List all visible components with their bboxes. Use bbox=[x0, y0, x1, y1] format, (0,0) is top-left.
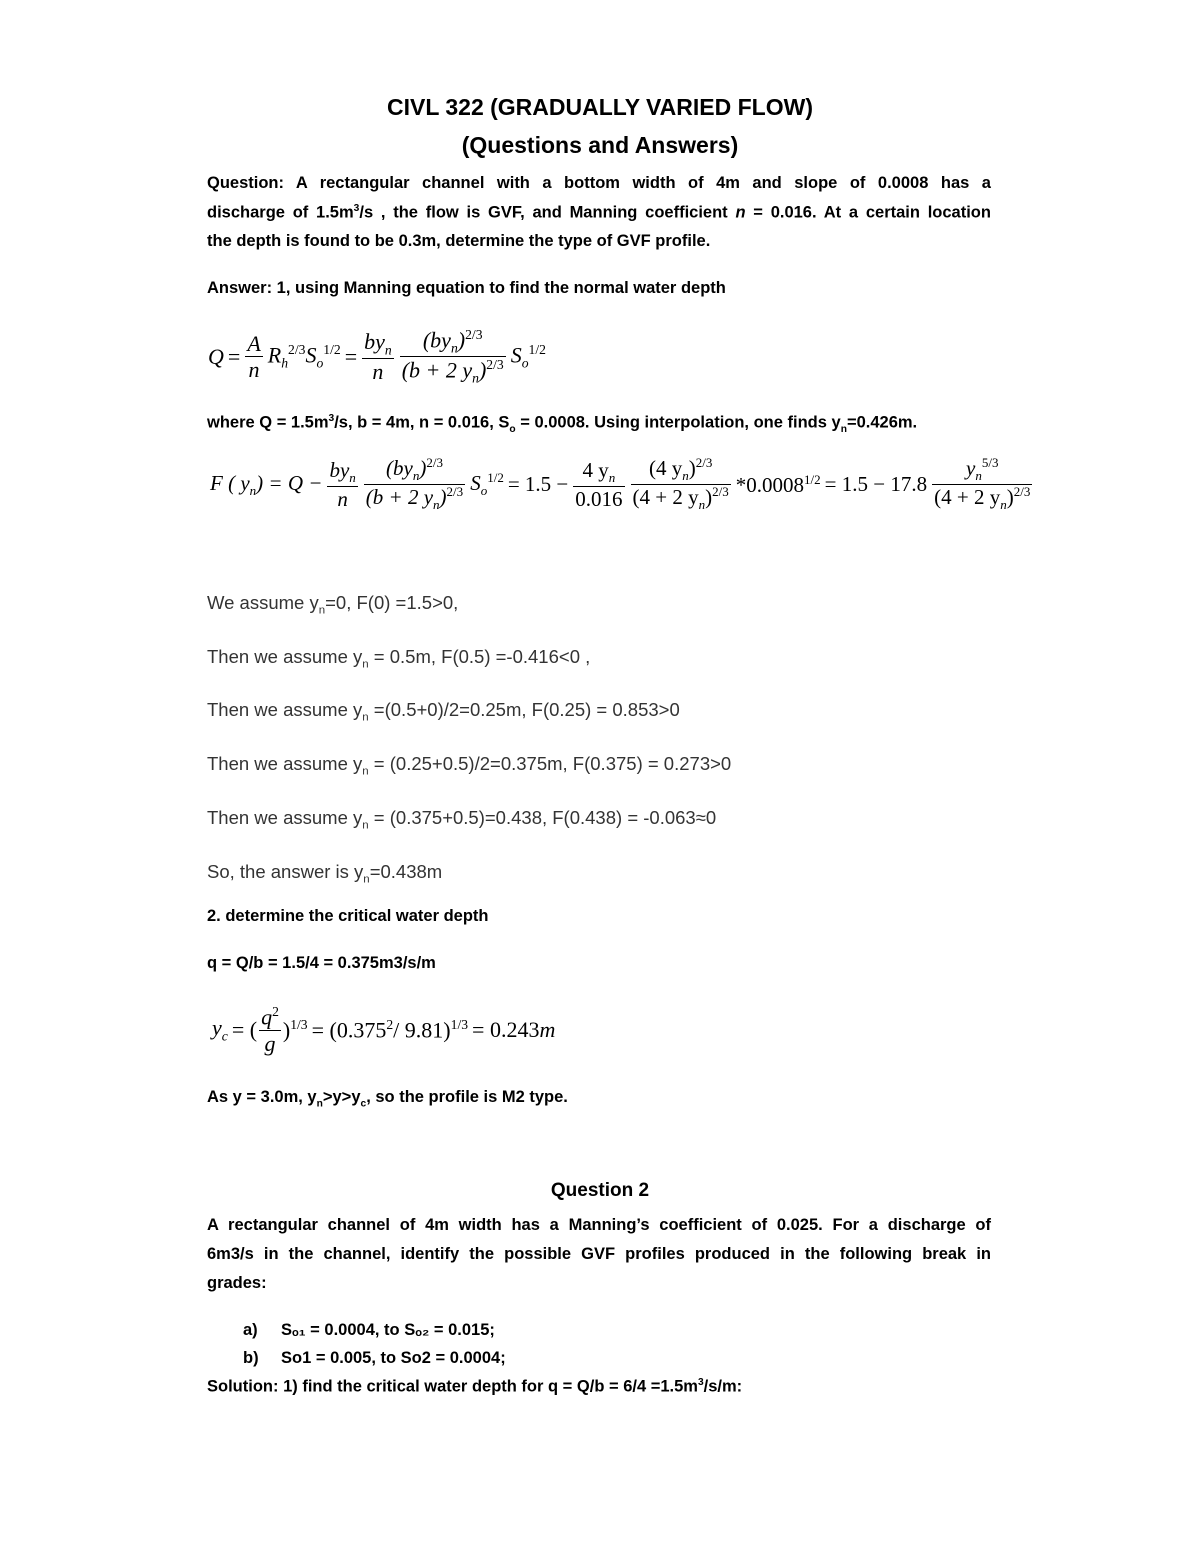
answer-heading: Answer: 1, using Manning equation to find the normal water depth bbox=[207, 279, 726, 297]
eq2-frac2-den-close: ) bbox=[439, 485, 447, 510]
q2-item-b-text: So1 = 0.005, to So2 = 0.0004; bbox=[281, 1349, 506, 1367]
eq2-frac3 bbox=[573, 458, 624, 511]
eq1-q: Q bbox=[208, 343, 224, 369]
eq1-frac2-num-sub: n bbox=[384, 342, 392, 358]
eq2-frac2-num-sup: 2/3 bbox=[426, 455, 443, 470]
eq1-frac-num: A bbox=[247, 331, 261, 357]
eq1-frac3-den-close: ) bbox=[478, 357, 487, 383]
assumption-5-post: = (0.375+0.5)=0.438, F(0.438) = -0.063≈0 bbox=[368, 807, 717, 828]
eq2-frac2-den-text: (b + 2 y bbox=[365, 485, 434, 510]
eq2-frac3-num-text: 4 y bbox=[582, 458, 609, 482]
q2-solution-post: /s/m: bbox=[703, 1377, 743, 1396]
eq1-frac-hydraulic bbox=[400, 327, 506, 387]
eq2-frac4-num-sub: n bbox=[682, 468, 689, 484]
eq2-frac1-num-text: by bbox=[329, 458, 350, 482]
q1-text-2-n: n bbox=[735, 203, 746, 222]
assumption-line-3 bbox=[207, 699, 680, 724]
eq3-y-sub: c bbox=[221, 1028, 228, 1044]
eq1-s-sub: o bbox=[316, 355, 324, 371]
conclusion-line bbox=[207, 1088, 568, 1109]
eq1-s-term bbox=[509, 342, 548, 372]
eq1-frac3-den-sub: n bbox=[472, 371, 479, 387]
conclusion-sub-n: n bbox=[316, 1098, 323, 1110]
q2-solution-line bbox=[207, 1377, 742, 1397]
eq2-frac5-den bbox=[932, 485, 1032, 513]
eq3-rhs-sup: 2 bbox=[386, 1016, 394, 1032]
eq2-frac2-den-sub: n bbox=[433, 497, 440, 513]
assumption-1-sub: n bbox=[318, 604, 326, 617]
step2-heading: 2. determine the critical water depth bbox=[207, 907, 489, 925]
eq2-frac5-den-sub: n bbox=[1000, 497, 1007, 513]
assumption-6-sub: n bbox=[363, 873, 370, 886]
conclusion-mid: >y>y bbox=[322, 1088, 361, 1106]
eq3-close-sup: 1/3 bbox=[290, 1016, 308, 1032]
eq2-frac1 bbox=[327, 458, 357, 511]
eq2-frac4-num bbox=[631, 456, 731, 485]
eq1-s: S bbox=[305, 342, 317, 368]
eq1-frac3-den bbox=[400, 357, 506, 386]
eq2-frac4-den-text: (4 + 2 y bbox=[632, 485, 699, 510]
eq2-frac5-num-sup: 5/3 bbox=[981, 455, 999, 470]
eq1-frac-byn-over-n bbox=[362, 329, 394, 384]
eq2-tail-sup: 1/2 bbox=[804, 471, 821, 487]
eq2-frac2 bbox=[364, 456, 465, 513]
eq2-frac4-den bbox=[631, 485, 731, 513]
q-per-width-line: q = Q/b = 1.5/4 = 0.375m3/s/m bbox=[207, 954, 436, 972]
q2-item-a bbox=[243, 1321, 495, 1340]
conclusion-sub-c: c bbox=[360, 1098, 367, 1110]
assumption-result bbox=[207, 861, 442, 886]
eq2-frac5-num bbox=[932, 456, 1032, 485]
q2-line-2: 6m3/s in the channel, identify the possible GVF profiles produced in the following break in bbox=[207, 1245, 991, 1263]
assumption-5-pre: Then we assume y bbox=[207, 807, 363, 828]
eq1-equals-2: = bbox=[344, 343, 358, 369]
q1-text-2c: = 0.016. At a certain location bbox=[753, 203, 991, 222]
eq2-s-term bbox=[468, 470, 506, 499]
conclusion-post: , so the profile is M2 type. bbox=[366, 1088, 568, 1106]
assumption-4-post: = (0.25+0.5)/2=0.375m, F(0.375) = 0.273>0 bbox=[368, 753, 732, 774]
assumption-6-pre: So, the answer is y bbox=[207, 861, 364, 882]
q2-item-a-text: Sₒ₁ = 0.0004, to Sₒ₂ = 0.015; bbox=[281, 1321, 495, 1339]
eq2-frac4-den-close: ) bbox=[705, 485, 713, 510]
eq2-lhs bbox=[208, 471, 324, 499]
eq3-frac-num-text: q bbox=[261, 1004, 273, 1030]
eq2-frac3-num-sub: n bbox=[608, 470, 616, 486]
assumption-line-5 bbox=[207, 807, 716, 832]
eq1-frac2-num-text: by bbox=[364, 329, 385, 355]
assumption-line-4 bbox=[207, 753, 731, 778]
where-mid: /s, b = 4m, n = 0.016, S bbox=[334, 413, 510, 432]
q1-text-2a: discharge of 1.5m bbox=[207, 203, 354, 222]
q1-text-2b: /s , the flow is GVF, and Manning coefficient bbox=[359, 203, 728, 222]
eq1-s2-sup: 1/2 bbox=[528, 342, 546, 358]
where-end: =0.426m. bbox=[846, 413, 918, 432]
eq2-lhs-text: F ( y bbox=[210, 470, 250, 495]
eq2-frac4-num-close: ) bbox=[688, 456, 696, 480]
eq1-frac3-num-sup: 2/3 bbox=[465, 327, 483, 342]
eq3-rhs-text: = (0.375 bbox=[311, 1017, 387, 1043]
eq2-s: S bbox=[470, 471, 481, 496]
eq2-frac5-num-text: y bbox=[965, 456, 976, 480]
assumption-6-post: =0.438m bbox=[369, 861, 443, 882]
eq2-tail bbox=[734, 472, 823, 498]
eq3-frac bbox=[259, 1004, 281, 1056]
eq1-s2-sub: o bbox=[521, 355, 529, 371]
q1-text-2-sup: 3 bbox=[353, 203, 360, 214]
assumption-1-post: =0, F(0) =1.5>0, bbox=[325, 592, 459, 613]
eq1-frac3-num-sub: n bbox=[450, 340, 458, 356]
q2-line-1: A rectangular channel of 4m width has a Manning’s coefficient of 0.025. For a discharge of bbox=[207, 1216, 991, 1234]
assumption-2-post: = 0.5m, F(0.5) =-0.416<0 , bbox=[368, 646, 591, 667]
eq2-frac2-num-close: ) bbox=[419, 456, 427, 480]
assumption-5-sub: n bbox=[362, 819, 369, 832]
manning-equation bbox=[206, 327, 548, 387]
eq2-frac5-den-close: ) bbox=[1006, 485, 1014, 510]
eq3-frac-num-sup: 2 bbox=[272, 1004, 279, 1019]
q2-item-b bbox=[243, 1349, 506, 1368]
eq2-frac2-num-text: (by bbox=[385, 456, 413, 480]
q1-line-2 bbox=[207, 203, 991, 223]
where-pre: where Q = 1.5m bbox=[207, 413, 329, 432]
eq1-r-term bbox=[266, 342, 343, 372]
eq2-frac5-den-text: (4 + 2 y bbox=[934, 485, 1001, 510]
where-sub-n: n bbox=[840, 423, 847, 435]
eq2-lhs-sub: n bbox=[249, 482, 257, 498]
eq3-lhs bbox=[210, 1015, 230, 1044]
eq1-frac-den: n bbox=[248, 357, 260, 383]
eq1-r: R bbox=[267, 342, 282, 368]
eq2-s-sup: 1/2 bbox=[487, 470, 504, 486]
eq1-r-sub: h bbox=[281, 355, 289, 371]
eq1-frac3-num-close: ) bbox=[457, 327, 466, 353]
page-subtitle: (Questions and Answers) bbox=[461, 132, 739, 158]
q1-line-1 bbox=[207, 174, 991, 193]
residual-function-equation bbox=[208, 456, 1035, 513]
q2-line-3: grades: bbox=[207, 1274, 267, 1292]
critical-depth-equation bbox=[210, 1004, 557, 1056]
eq2-eq-b: = 1.5 − 17.8 bbox=[824, 472, 928, 497]
eq3-unit: m bbox=[539, 1016, 556, 1042]
assumption-3-post: =(0.5+0)/2=0.25m, F(0.25) = 0.853>0 bbox=[368, 699, 680, 720]
assumption-2-pre: Then we assume y bbox=[207, 646, 363, 667]
assumption-line-1 bbox=[207, 592, 458, 617]
eq2-eq-a: = 1.5 − bbox=[507, 472, 569, 497]
eq2-frac5 bbox=[932, 456, 1032, 513]
eq2-frac2-den-sup: 2/3 bbox=[446, 484, 464, 500]
eq2-frac5-num-sub: n bbox=[975, 468, 982, 484]
where-sup: 3 bbox=[328, 413, 335, 424]
eq2-frac4-num-sup: 2/3 bbox=[695, 455, 713, 470]
assumption-3-sub: n bbox=[362, 711, 369, 724]
eq3-y: y bbox=[212, 1015, 222, 1041]
assumption-4-sub: n bbox=[362, 765, 369, 778]
eq2-frac1-den: n bbox=[337, 487, 348, 512]
where-sub-o: o bbox=[509, 423, 516, 435]
eq2-frac4-den-sub: n bbox=[698, 497, 706, 513]
eq2-lhs-close: ) = Q − bbox=[256, 470, 323, 495]
eq1-equals: = bbox=[227, 343, 241, 369]
eq3-frac-num bbox=[259, 1004, 281, 1031]
eq1-s-sup: 1/2 bbox=[323, 342, 341, 358]
eq2-frac4 bbox=[631, 456, 731, 513]
eq2-frac3-den: 0.016 bbox=[575, 487, 623, 512]
eq1-frac3-num bbox=[400, 327, 506, 357]
eq2-frac1-num bbox=[327, 458, 357, 487]
q2-item-a-label: a) bbox=[243, 1321, 258, 1339]
assumption-1-pre: We assume y bbox=[207, 592, 319, 613]
eq3-result-text: = 0.243 bbox=[472, 1016, 540, 1042]
eq1-frac3-num-text: (by bbox=[422, 327, 451, 353]
where-post: = 0.0008. Using interpolation, one finds y bbox=[520, 413, 841, 432]
eq3-rhs2: / 9.81) bbox=[393, 1017, 451, 1043]
eq1-frac-a-over-n bbox=[245, 331, 262, 383]
assumption-2-sub: n bbox=[362, 658, 369, 671]
eq2-frac2-num bbox=[364, 456, 465, 485]
eq2-tail-text: *0.0008 bbox=[735, 472, 805, 497]
eq3-close bbox=[281, 1017, 310, 1043]
eq2-frac1-num-sub: n bbox=[349, 470, 356, 486]
q2-item-b-label: b) bbox=[243, 1349, 259, 1367]
q1-label: Question: bbox=[207, 174, 284, 192]
eq2-frac2-num-sub: n bbox=[412, 468, 420, 484]
eq1-frac2-num bbox=[362, 329, 394, 359]
q1-line-3: the depth is found to be 0.3m, determine the type of GVF profile. bbox=[207, 232, 711, 250]
eq2-frac4-den-sup: 2/3 bbox=[712, 484, 729, 500]
eq3-rhs2-sup: 1/3 bbox=[450, 1016, 469, 1032]
eq2-s-sub: o bbox=[480, 483, 488, 499]
conclusion-pre: As y = 3.0m, y bbox=[207, 1088, 317, 1106]
q2-solution-pre: Solution: 1) find the critical water depth for q = Q/b = 6/4 =1.5m bbox=[207, 1377, 698, 1396]
eq2-frac2-den bbox=[364, 485, 465, 513]
eq2-frac4-num-text: (4 y bbox=[648, 456, 683, 480]
eq2-frac5-den-sup: 2/3 bbox=[1013, 484, 1031, 500]
question-2-heading: Question 2 bbox=[550, 1180, 650, 1201]
eq3-close-text: ) bbox=[282, 1017, 291, 1043]
eq1-s2: S bbox=[510, 342, 522, 368]
q1-text-1: A rectangular channel with a bottom width of 4m and slope of 0.0008 has a bbox=[295, 174, 991, 192]
assumption-3-pre: Then we assume y bbox=[207, 699, 363, 720]
eq2-frac3-num bbox=[573, 458, 624, 487]
assumption-line-2 bbox=[207, 646, 590, 671]
eq1-frac3-den-sup: 2/3 bbox=[486, 357, 504, 373]
eq3-frac-den: g bbox=[264, 1030, 276, 1056]
eq1-frac2-den: n bbox=[372, 359, 384, 385]
eq3-eq: = ( bbox=[231, 1016, 258, 1042]
where-line bbox=[207, 413, 917, 435]
eq3-result bbox=[470, 1017, 557, 1043]
assumption-4-pre: Then we assume y bbox=[207, 753, 363, 774]
page-title: CIVL 322 (GRADUALLY VARIED FLOW) bbox=[387, 94, 813, 120]
eq3-rhs bbox=[310, 1017, 470, 1043]
q2-solution-sup: 3 bbox=[697, 1377, 704, 1388]
eq1-frac3-den-text: (b + 2 y bbox=[401, 357, 473, 383]
eq1-r-sup: 2/3 bbox=[288, 342, 306, 358]
